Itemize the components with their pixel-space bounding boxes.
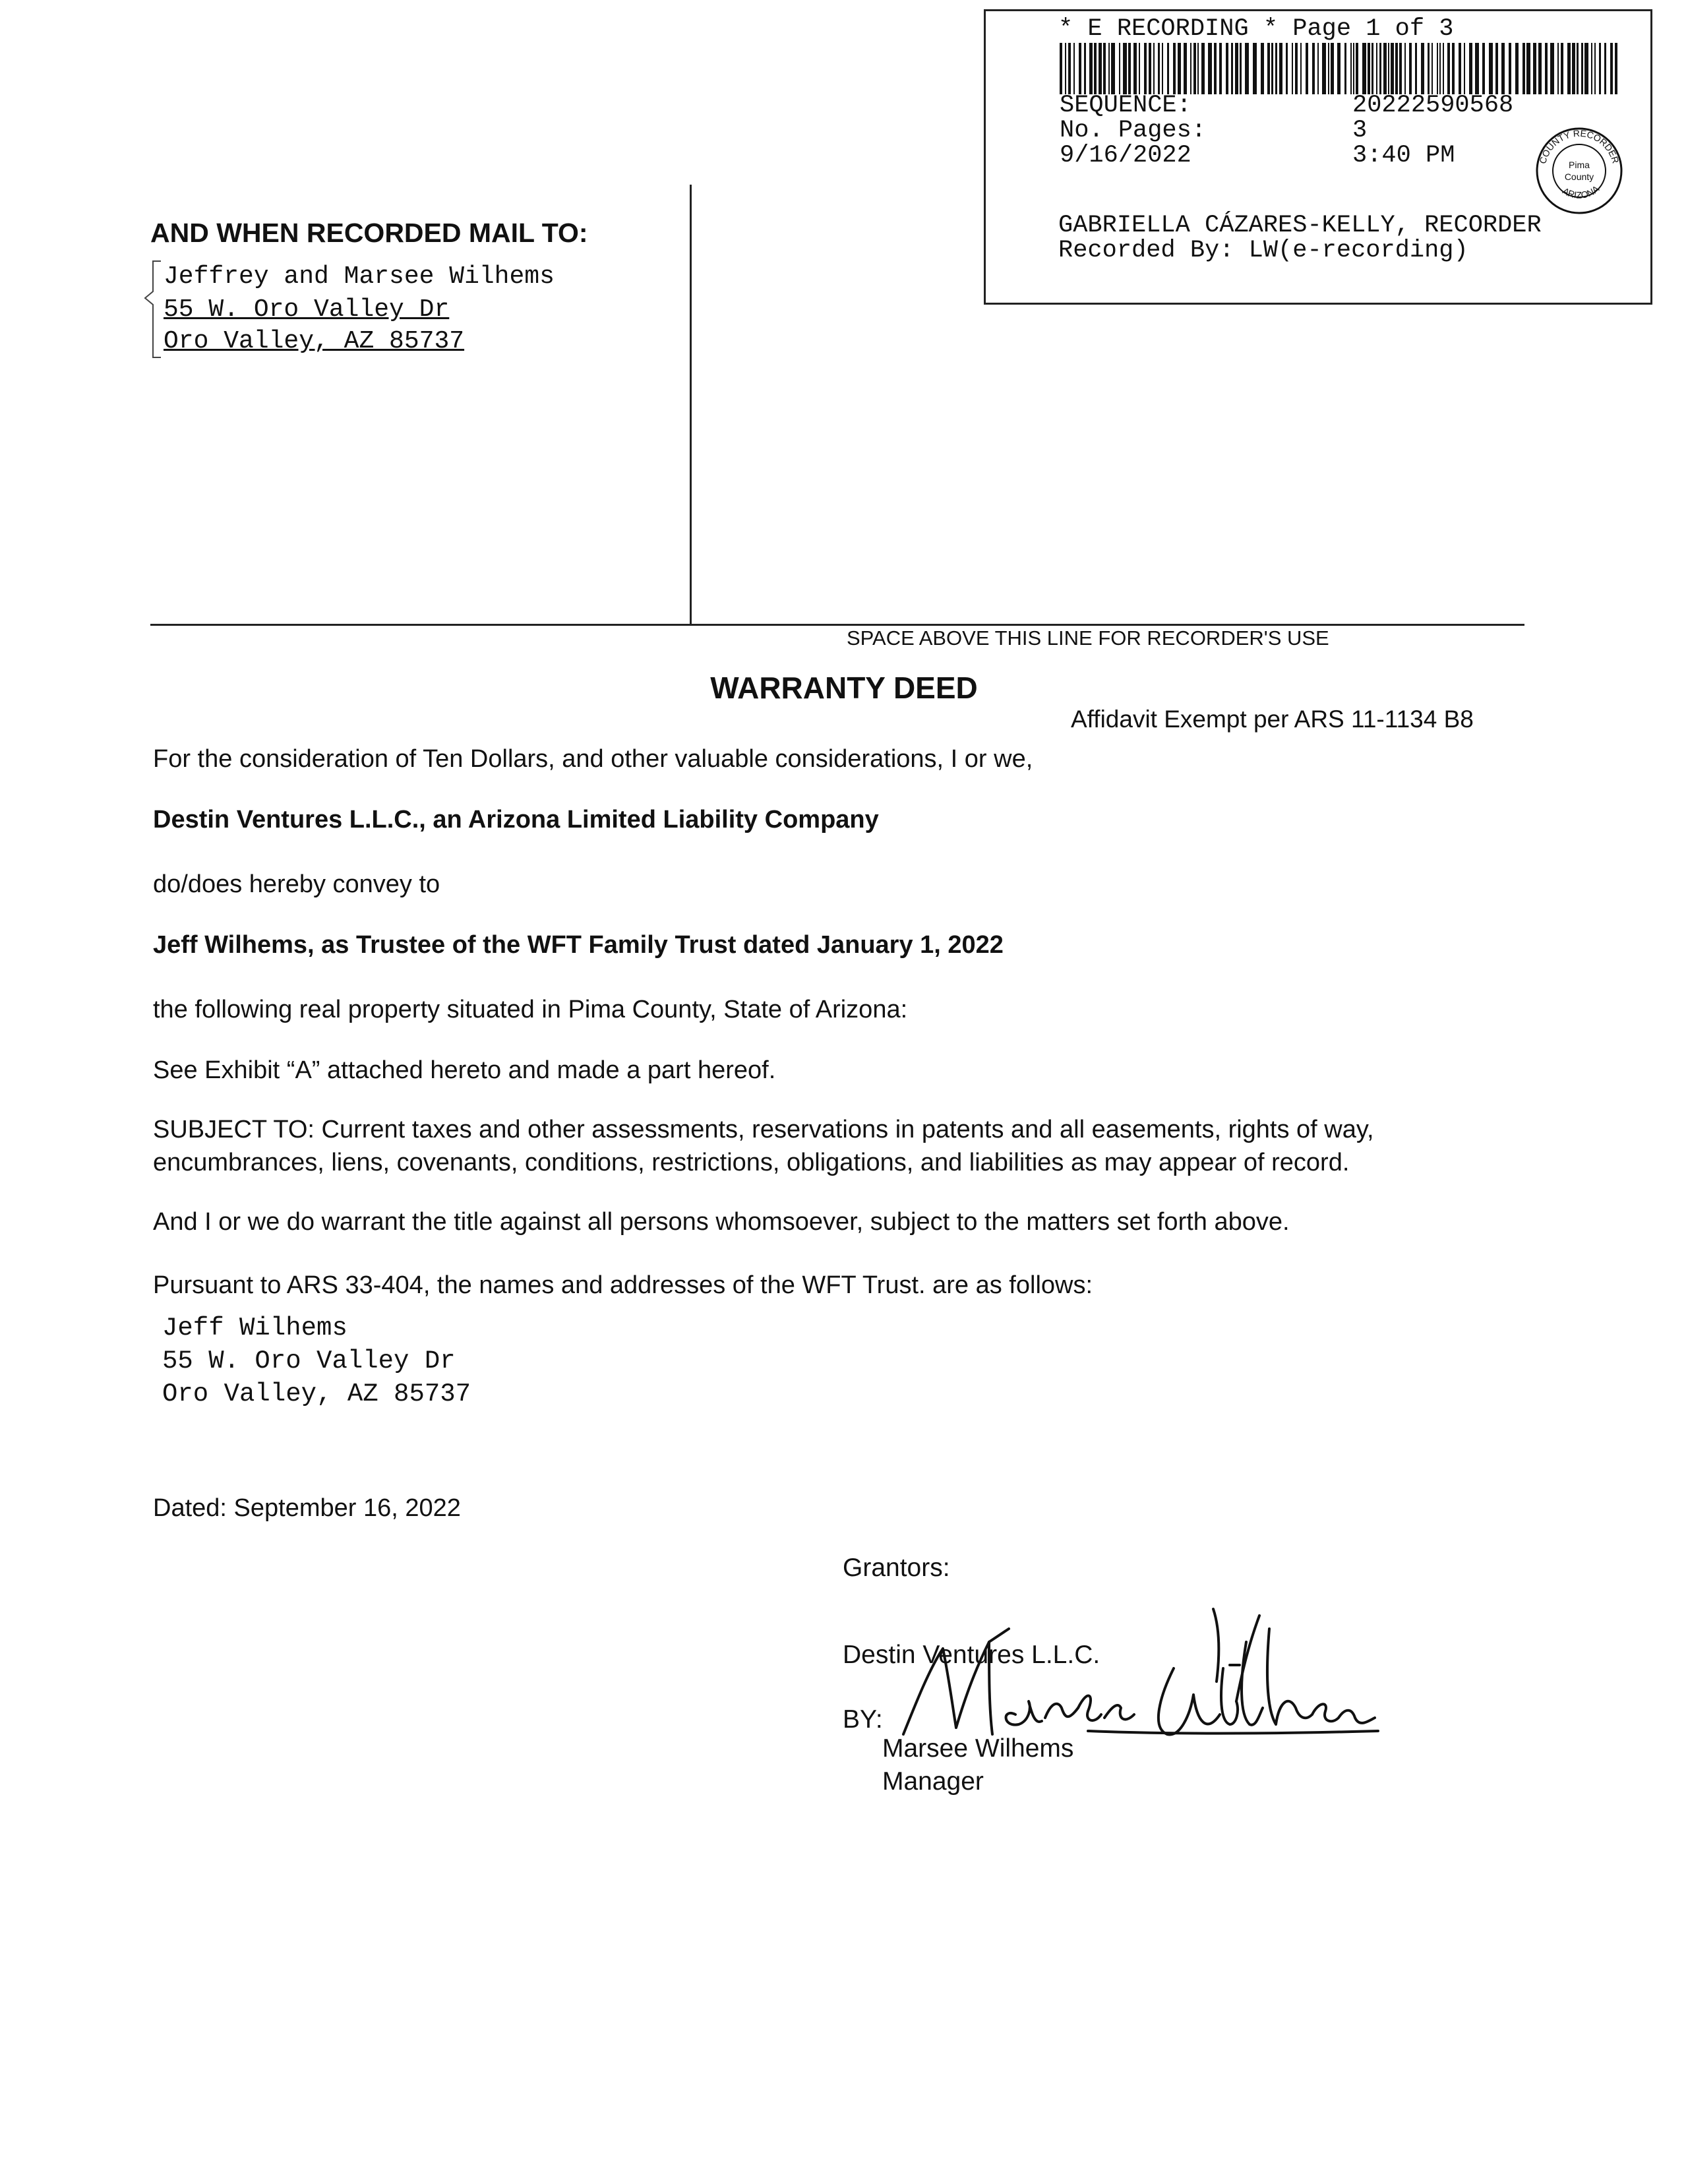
barcode-bar: [1469, 43, 1472, 94]
barcode-bar: [1421, 43, 1424, 94]
barcode-bar: [1231, 43, 1233, 94]
barcode-bar: [1561, 43, 1563, 94]
barcode-bar: [1068, 43, 1071, 94]
barcode-bar: [1538, 43, 1542, 94]
recorder-name: GABRIELLA CÁZARES-KELLY, RECORDER: [1058, 212, 1542, 239]
recorder-space-note: SPACE ABOVE THIS LINE FOR RECORDER'S USE: [847, 626, 1329, 650]
barcode-bar: [1184, 43, 1187, 94]
barcode-bar: [1509, 43, 1511, 94]
barcode-bar: [1128, 43, 1131, 94]
barcode-bar: [1162, 43, 1163, 94]
recording-header: * E RECORDING * Page 1 of 3: [1058, 15, 1454, 43]
barcode-bar: [1261, 43, 1264, 94]
barcode-bar: [1356, 43, 1358, 94]
property-text: the following real property situated in Pima County, State of Arizona:: [153, 996, 908, 1023]
barcode-bar: [1226, 43, 1228, 94]
barcode-bar: [1533, 43, 1536, 94]
barcode-bar: [1353, 43, 1354, 94]
barcode-bar: [1108, 43, 1110, 94]
barcode-bar: [1279, 43, 1282, 94]
barcode-bar: [1368, 43, 1370, 94]
barcode-bar: [1094, 43, 1097, 94]
barcode-bar: [1300, 43, 1302, 94]
barcode-bar: [1515, 43, 1519, 94]
barcode-bar: [1545, 43, 1548, 94]
consideration-text: For the consideration of Ten Dollars, and other valuable considerations, I or we,: [153, 745, 1033, 773]
barcode-bar: [1550, 43, 1554, 94]
barcode-bar: [1331, 43, 1334, 94]
barcode-bar: [1475, 43, 1479, 94]
subject-to-text: SUBJECT TO: Current taxes and other assessments, reservations in patents and all easements, rights of way, encumbrances, liens, covenants, conditions, restrictions, obligations, and liabilities as may appear of record.: [153, 1116, 1374, 1176]
handwritten-signature: [890, 1602, 1391, 1754]
affidavit-note: Affidavit Exempt per ARS 11-1134 B8: [1071, 706, 1474, 733]
barcode-bar: [1415, 43, 1417, 94]
trust-address-line-3: Oro Valley, AZ 85737: [162, 1380, 471, 1409]
barcode-bar: [1245, 43, 1249, 94]
pages-value: 3: [1352, 117, 1368, 144]
grantor-name: Destin Ventures L.L.C., an Arizona Limited Liability Company: [153, 806, 879, 834]
barcode-bar: [1572, 43, 1575, 94]
mail-to-line-2: 55 W. Oro Valley Dr: [164, 295, 450, 324]
bracket-mark: [138, 258, 165, 364]
grantee-name: Jeff Wilhems, as Trustee of the WFT Family Trust dated January 1, 2022: [153, 931, 1004, 959]
barcode-bar: [1501, 43, 1505, 94]
barcode-bar: [1208, 43, 1212, 94]
trust-address-line-2: 55 W. Oro Valley Dr: [162, 1347, 456, 1376]
mail-to-line-3: Oro Valley, AZ 85737: [164, 327, 465, 355]
recording-date: 9/16/2022: [1060, 142, 1191, 169]
barcode-bar: [1139, 43, 1140, 94]
barcode-bar: [1464, 43, 1465, 94]
barcode-bar: [1372, 43, 1373, 94]
pages-label: No. Pages:: [1060, 117, 1207, 144]
barcode-bar: [1275, 43, 1277, 94]
barcode-bar: [1557, 43, 1559, 94]
barcode-bar: [1567, 43, 1571, 94]
barcode-bar: [1286, 43, 1288, 94]
barcode-bar: [1409, 43, 1412, 94]
barcode-bar: [1197, 43, 1199, 94]
recorder-space-divider: [690, 185, 692, 625]
barcode-bar: [1073, 43, 1075, 94]
barcode-bar: [1322, 43, 1326, 94]
barcode-bar: [1447, 43, 1450, 94]
barcode-bar: [1173, 43, 1176, 94]
signer-title: Manager: [882, 1767, 984, 1796]
barcode-bar: [1395, 43, 1398, 94]
barcode-bar: [1144, 43, 1147, 94]
barcode-bar: [1065, 43, 1066, 94]
barcode-bar: [1594, 43, 1596, 94]
barcode-bar: [1383, 43, 1387, 94]
barcode-bar: [1153, 43, 1155, 94]
barcode-bar: [1123, 43, 1127, 94]
barcode-bar: [1084, 43, 1086, 94]
barcode-bar: [1428, 43, 1430, 94]
mail-to-heading: AND WHEN RECORDED MAIL TO:: [150, 218, 588, 248]
trust-address-line-1: Jeff Wilhems: [162, 1314, 347, 1343]
barcode-bar: [1452, 43, 1455, 94]
signer-name: Marsee Wilhems: [882, 1734, 1074, 1763]
svg-text:Pima: Pima: [1569, 160, 1590, 170]
pursuant-text: Pursuant to ARS 33-404, the names and addresses of the WFT Trust. are as follows:: [153, 1271, 1093, 1299]
barcode-bar: [1190, 43, 1191, 94]
barcode-bar: [1219, 43, 1222, 94]
barcode-bar: [1235, 43, 1238, 94]
svg-text:ARIZONA: ARIZONA: [1561, 183, 1602, 200]
barcode-bar: [1312, 43, 1315, 94]
barcode-bar: [1379, 43, 1381, 94]
barcode-bar: [1158, 43, 1160, 94]
barcode-bar: [1149, 43, 1151, 94]
barcode-bar: [1133, 43, 1137, 94]
barcode-bar: [1610, 43, 1613, 94]
recording-stamp: [984, 9, 1652, 305]
sequence-label: SEQUENCE:: [1060, 92, 1191, 119]
barcode-bar: [1103, 43, 1106, 94]
barcode-bar: [1060, 43, 1062, 94]
barcode-bar: [1584, 43, 1588, 94]
barcode-bar: [1344, 43, 1346, 94]
barcode-bar: [1099, 43, 1102, 94]
barcode-bar: [1391, 43, 1394, 94]
grantors-label: Grantors:: [843, 1554, 950, 1582]
warranty-text: And I or we do warrant the title against all persons whomsoever, subject to the matters set forth above.: [153, 1208, 1290, 1236]
barcode-bar: [1577, 43, 1579, 94]
barcode-bar: [1526, 43, 1530, 94]
barcode-bar: [1306, 43, 1308, 94]
barcode-bar: [1581, 43, 1583, 94]
barcode-bar: [1079, 43, 1081, 94]
barcode-bar: [1253, 43, 1257, 94]
barcode-bar: [1489, 43, 1493, 94]
barcode-bar: [1328, 43, 1329, 94]
barcode-bar: [1271, 43, 1273, 94]
svg-text:COUNTY RECORDER: COUNTY RECORDER: [1537, 127, 1621, 166]
barcode-bar: [1404, 43, 1406, 94]
by-label: BY:: [843, 1705, 883, 1734]
svg-text:County: County: [1564, 171, 1594, 182]
recorded-by: Recorded By: LW(e-recording): [1058, 237, 1468, 264]
barcode-bar: [1178, 43, 1181, 94]
barcode-bar: [1350, 43, 1352, 94]
barcode-bar: [1193, 43, 1196, 94]
barcode-bar: [1119, 43, 1120, 94]
barcode-bar: [1399, 43, 1402, 94]
barcode-bar: [1317, 43, 1319, 94]
signature-company: Destin Ventures L.L.C.: [843, 1641, 1100, 1669]
barcode-bar: [1376, 43, 1377, 94]
barcode-bar: [1522, 43, 1525, 94]
barcode-bar: [1292, 43, 1293, 94]
barcode-bar: [1111, 43, 1115, 94]
barcode-bar: [1201, 43, 1205, 94]
barcode-bar: [1432, 43, 1433, 94]
barcode-bar: [1591, 43, 1592, 94]
barcode-bar: [1495, 43, 1498, 94]
barcode-bar: [1167, 43, 1169, 94]
recording-time: 3:40 PM: [1352, 142, 1455, 169]
barcode-bar: [1482, 43, 1485, 94]
barcode-bar: [1240, 43, 1242, 94]
barcode-bar: [1337, 43, 1341, 94]
sequence-value: 20222590568: [1352, 92, 1514, 119]
barcode-bar: [1615, 43, 1617, 94]
mail-to-line-1: Jeffrey and Marsee Wilhems: [164, 262, 555, 291]
barcode-bar: [1599, 43, 1601, 94]
convey-text: do/does hereby convey to: [153, 870, 440, 898]
document-title: WARRANTY DEED: [710, 671, 978, 705]
barcode-bar: [1089, 43, 1093, 94]
barcode-bar: [1362, 43, 1366, 94]
barcode-bar: [1214, 43, 1217, 94]
barcode-bar: [1443, 43, 1444, 94]
barcode-bar: [1388, 43, 1389, 94]
barcode-bar: [1267, 43, 1270, 94]
barcode-bar: [1437, 43, 1438, 94]
exhibit-text: See Exhibit “A” attached hereto and made a part hereof.: [153, 1056, 776, 1084]
barcode: [1060, 43, 1617, 94]
barcode-bar: [1295, 43, 1298, 94]
barcode-bar: [1439, 43, 1441, 94]
barcode-bar: [1459, 43, 1461, 94]
dated-text: Dated: September 16, 2022: [153, 1494, 461, 1522]
recorder-space-line: [150, 624, 1524, 626]
county-recorder-seal-icon: [1533, 125, 1625, 217]
barcode-bar: [1604, 43, 1606, 94]
